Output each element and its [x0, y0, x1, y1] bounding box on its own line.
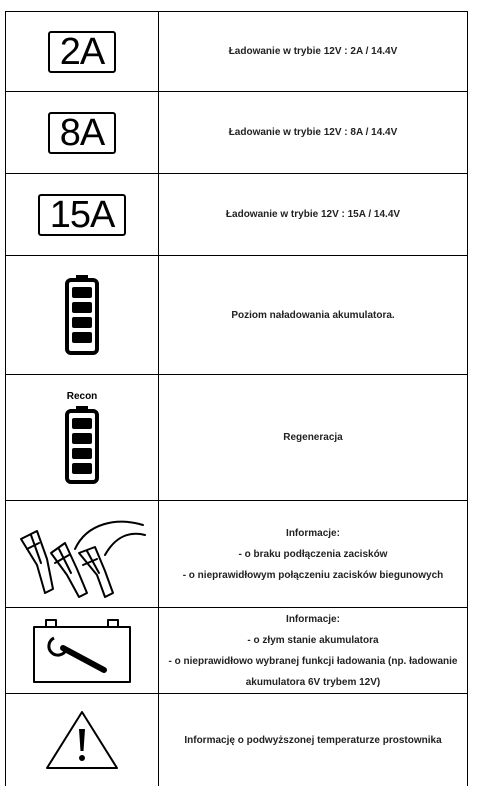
table-row — [5, 608, 468, 694]
table-row — [5, 256, 468, 375]
table-row — [5, 501, 468, 608]
description-line: - o złym stanie akumulatora — [247, 634, 379, 646]
clamps-icon — [17, 509, 147, 599]
description-line: - o nieprawidłowym połączeniu zacisków biegunowych — [182, 569, 444, 581]
description-line: Informacje: — [286, 527, 340, 539]
description-line: Informacje: — [286, 613, 340, 625]
battery-icon — [65, 406, 99, 484]
description-cell — [159, 256, 468, 374]
description-line: Ładowanie w trybie 12V : 8A / 14.4V — [228, 127, 398, 138]
description-cell — [159, 174, 468, 255]
amp-label: 15A — [49, 193, 115, 236]
description-line: Informację o podwyższonej temperaturze prostownika — [184, 734, 442, 746]
description-line: Ładowanie w trybie 12V : 15A / 14.4V — [225, 209, 401, 220]
description-cell — [159, 12, 468, 91]
table-row — [5, 375, 468, 501]
description-line: - o braku podłączenia zacisków — [238, 548, 388, 560]
table-row — [5, 174, 468, 256]
description-line: - o nieprawidłowo wybranej funkcji ładowania (np. ładowanie — [168, 655, 458, 667]
icon-cell — [5, 501, 159, 607]
table-row — [5, 12, 468, 92]
icon-cell — [5, 92, 159, 173]
icon-cell — [5, 608, 159, 693]
description-cell — [159, 608, 468, 693]
description-cell — [159, 501, 468, 607]
icon-cell — [5, 256, 159, 374]
description-cell — [159, 375, 468, 500]
table-row — [5, 694, 468, 786]
icon-cell — [5, 375, 159, 500]
icon-cell — [5, 694, 159, 786]
icon-cell — [5, 174, 159, 255]
legend-table — [5, 11, 468, 788]
icon-cell — [5, 12, 159, 91]
description-line: Regeneracja — [283, 432, 343, 443]
battery-level-icon — [65, 275, 99, 355]
charge-8a-icon — [48, 112, 116, 154]
description-line: Poziom naładowania akumulatora. — [231, 309, 395, 321]
battery-recon-icon — [65, 391, 99, 484]
amp-label: 8A — [59, 111, 105, 154]
table-row — [5, 92, 468, 174]
description-cell — [159, 694, 468, 786]
recon-label: Recon — [66, 391, 98, 402]
description-line: Ładowanie w trybie 12V : 2A / 14.4V — [228, 46, 398, 57]
description-cell — [159, 92, 468, 173]
description-line: akumulatora 6V trybem 12V) — [245, 676, 381, 688]
charge-15a-icon — [38, 194, 126, 236]
amp-label: 2A — [59, 30, 105, 73]
battery-wrench-icon — [32, 618, 132, 684]
warning-triangle-icon — [44, 709, 120, 771]
charge-2a-icon — [48, 31, 116, 73]
